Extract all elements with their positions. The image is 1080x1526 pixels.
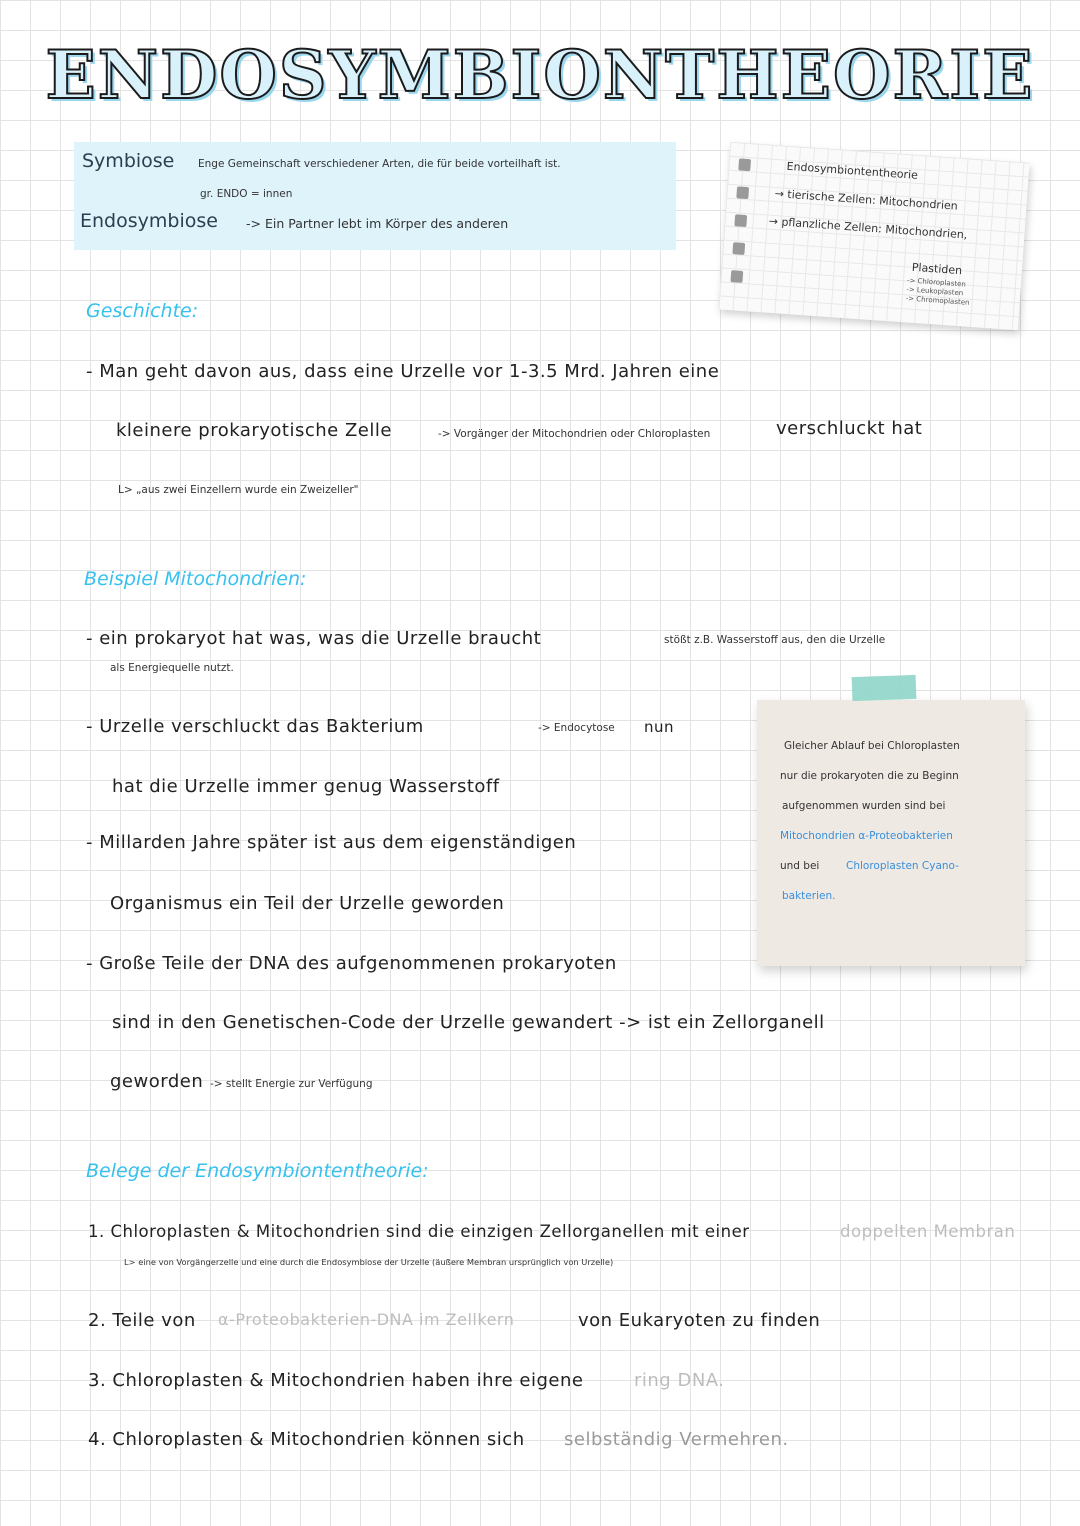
note-card-sub: -> Chromoplasten [905, 294, 970, 307]
page-title: ENDOSYMBIONTHEORIE [45, 36, 1035, 114]
text-line: Organismus ein Teil der Urzelle geworden [110, 893, 505, 914]
text-line: verschluckt hat [776, 418, 923, 439]
text-line: - Urzelle verschluckt das Bakterium [86, 716, 424, 737]
text-line: sind in den Genetischen-Code der Urzelle gewandert -> ist ein Zellorganell [112, 1012, 825, 1033]
text-line: - Man geht davon aus, dass eine Urzelle vor 1-3.5 Mrd. Jahren eine [86, 361, 720, 382]
sticky-note-line: Mitochondrien α-Proteobakterien [780, 830, 953, 842]
list-item-sub: L> eine von Vorgängerzelle und eine durch die Endosymbiose der Urzelle (äußere Membran ursprünglich von Urzelle) [124, 1257, 614, 1267]
text-line: - ein prokaryot hat was, was die Urzelle braucht [86, 628, 542, 649]
endosymbiose-definition: -> Ein Partner lebt im Körper des anderen [246, 216, 509, 231]
list-item: 1. Chloroplasten & Mitochondrien sind die einzigen Zellorganellen mit einer [88, 1222, 750, 1241]
text-line: - Große Teile der DNA des aufgenommenen prokaryoten [86, 953, 617, 974]
text-annotation: L> „aus zwei Einzellern wurde ein Zweizeller" [118, 484, 359, 496]
list-item-highlight: ring DNA. [634, 1370, 725, 1391]
binder-ring [732, 242, 745, 255]
text-annotation: als Energiequelle nutzt. [110, 662, 234, 674]
binder-ring [734, 214, 747, 227]
sticky-note-line: nur die prokaryoten die zu Beginn [780, 770, 959, 782]
text-line: - Millarden Jahre später ist aus dem eigenständigen [86, 832, 577, 853]
sticky-note-line: Gleicher Ablauf bei Chloroplasten [784, 740, 960, 752]
binder-ring [730, 270, 743, 283]
note-card-line: → pflanzliche Zellen: Mitochondrien, [768, 214, 968, 242]
endosymbiose-term: Endosymbiose [80, 210, 218, 232]
tape [852, 675, 917, 701]
binder-ring [736, 186, 749, 199]
etymology: gr. ENDO = innen [200, 188, 293, 200]
list-item-highlight: selbständig Vermehren. [564, 1429, 789, 1450]
list-item: von Eukaryoten zu finden [578, 1310, 821, 1331]
sticky-note-line: und bei [780, 860, 820, 872]
text-annotation: -> Vorgänger der Mitochondrien oder Chloroplasten [438, 428, 711, 440]
note-card-title: Endosymbiontentheorie [786, 159, 919, 182]
text-line: hat die Urzelle immer genug Wasserstoff [112, 776, 500, 797]
binder-ring [738, 158, 751, 171]
section-heading-beispiel: Beispiel Mitochondrien: [84, 568, 307, 590]
symbiose-term: Symbiose [82, 150, 175, 172]
sticky-note-line: aufgenommen wurden sind bei [782, 800, 946, 812]
note-card-sub: -> Leukoplasten [906, 285, 964, 298]
list-item: 3. Chloroplasten & Mitochondrien haben ihre eigene [88, 1370, 584, 1391]
text-line: kleinere prokaryotische Zelle [116, 420, 392, 441]
note-card-plastiden: Plastiden [911, 260, 963, 278]
symbiose-definition: Enge Gemeinschaft verschiedener Arten, die für beide vorteilhaft ist. [198, 158, 561, 170]
note-card-sub: -> Chloroplasten [906, 276, 967, 289]
note-card-line: → tierische Zellen: Mitochondrien [774, 186, 959, 213]
list-item-highlight: doppelten Membran [840, 1222, 1016, 1241]
text-line: geworden [110, 1071, 204, 1092]
text-annotation: -> stellt Energie zur Verfügung [210, 1078, 373, 1090]
note-card [719, 142, 1030, 331]
text-annotation: stößt z.B. Wasserstoff aus, den die Urzelle [664, 634, 886, 646]
list-item: 4. Chloroplasten & Mitochondrien können sich [88, 1429, 525, 1450]
sticky-note-line: Chloroplasten Cyano- [846, 860, 959, 872]
list-item: 2. Teile von [88, 1310, 196, 1331]
text-line: nun [644, 718, 675, 736]
list-item-highlight: α-Proteobakterien-DNA im Zellkern [218, 1310, 515, 1329]
section-heading-belege: Belege der Endosymbiontentheorie: [86, 1160, 429, 1182]
sticky-note-line: bakterien. [782, 890, 836, 902]
text-annotation: -> Endocytose [538, 722, 615, 734]
section-heading-geschichte: Geschichte: [86, 300, 199, 322]
